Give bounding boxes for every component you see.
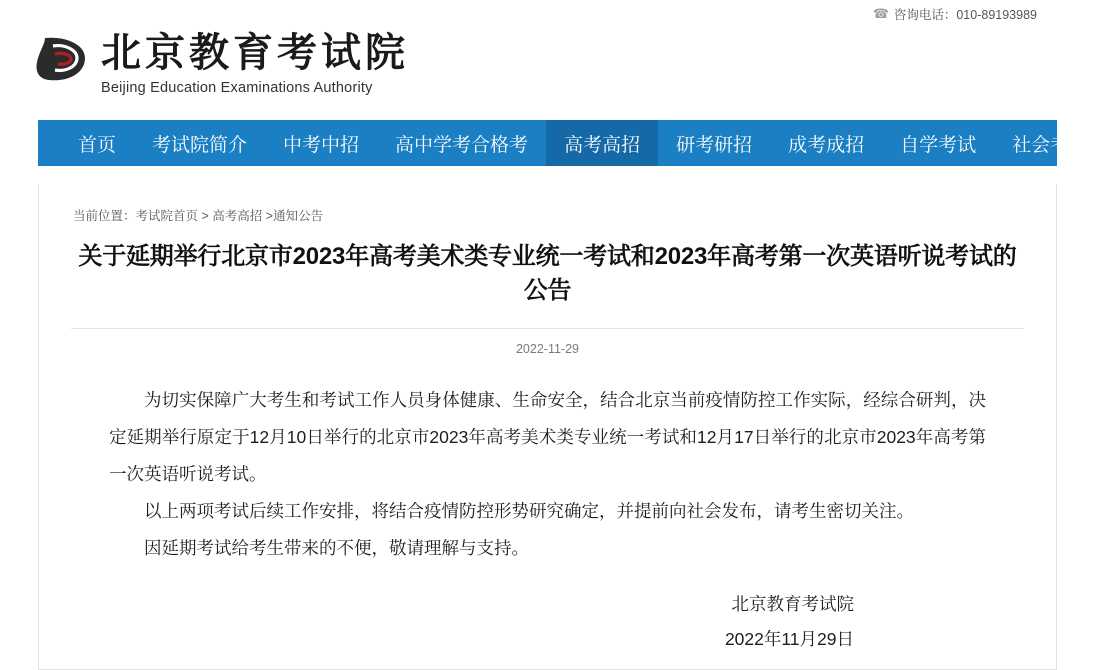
site-title-en: Beijing Education Examinations Authority — [101, 80, 373, 96]
site-header — [0, 28, 1095, 120]
nav-item-home[interactable]: 首页 — [78, 134, 117, 156]
contact-phone-label: 咨询电话：010-89193989 — [893, 8, 1037, 22]
article-paragraph: 以上两项考试后续工作安排，将结合疫情防控形势研究确定，并提前向社会发布，请考生密切关注。 — [144, 501, 914, 521]
breadcrumb-sep-2: > — [262, 209, 274, 223]
breadcrumb-item-home[interactable]: 考试院首页 — [135, 209, 199, 223]
signature-org: 北京教育考试院 — [731, 594, 854, 614]
site-title-block — [101, 28, 409, 96]
content-card — [38, 184, 1057, 670]
article-body — [71, 382, 1024, 567]
site-title-cn: 北京教育考试院 — [101, 29, 409, 76]
nav-item-about[interactable]: 考试院简介 — [152, 134, 248, 156]
nav-item-yankao[interactable]: 研考研招 — [676, 134, 753, 156]
beea-logo-icon[interactable] — [35, 34, 89, 84]
article-date: 2022-11-29 — [71, 328, 1024, 356]
signature-date: 2022年11月29日 — [724, 629, 854, 649]
nav-item-shehui[interactable]: 社会考试 — [1012, 134, 1089, 156]
contact-phone — [872, 5, 1037, 23]
nav-item-gaokao[interactable]: 高考高招 — [546, 120, 658, 166]
nav-item-huikao[interactable]: 高中学考合格考 — [395, 134, 529, 156]
breadcrumb-sep-1: > — [198, 209, 213, 223]
top-contact-bar — [0, 0, 1095, 28]
main-nav — [38, 120, 1089, 166]
article-paragraph: 因延期考试给考生带来的不便，敬请理解与支持。 — [144, 538, 529, 558]
breadcrumb-item-gaokao[interactable]: 高考高招 — [212, 209, 263, 223]
breadcrumb-prefix: 当前位置： — [73, 209, 136, 223]
breadcrumb-item-notice[interactable]: 通知公告 — [273, 209, 324, 223]
article-signature — [71, 587, 1024, 657]
page-title: 关于延期举行北京市2023年高考美术类专业统一考试和2023年高考第一次英语听说考试的公告 — [78, 243, 1017, 304]
breadcrumb — [71, 184, 1024, 240]
nav-item-zhongkao[interactable]: 中考中招 — [283, 134, 360, 156]
phone-icon: ☎ — [872, 6, 889, 21]
article-paragraph: 为切实保障广大考生和考试工作人员身体健康、生命安全，结合北京当前疫情防控工作实际，经综合研判，决定延期举行原定于12月10日举行的北京市2023年高考美术类专业统一考试和12月17日举行的北京市2023年高考第一次英语听说考试。 — [109, 390, 986, 484]
nav-item-chengkao[interactable]: 成考成招 — [788, 134, 865, 156]
nav-item-zikao[interactable]: 自学考试 — [900, 134, 977, 156]
